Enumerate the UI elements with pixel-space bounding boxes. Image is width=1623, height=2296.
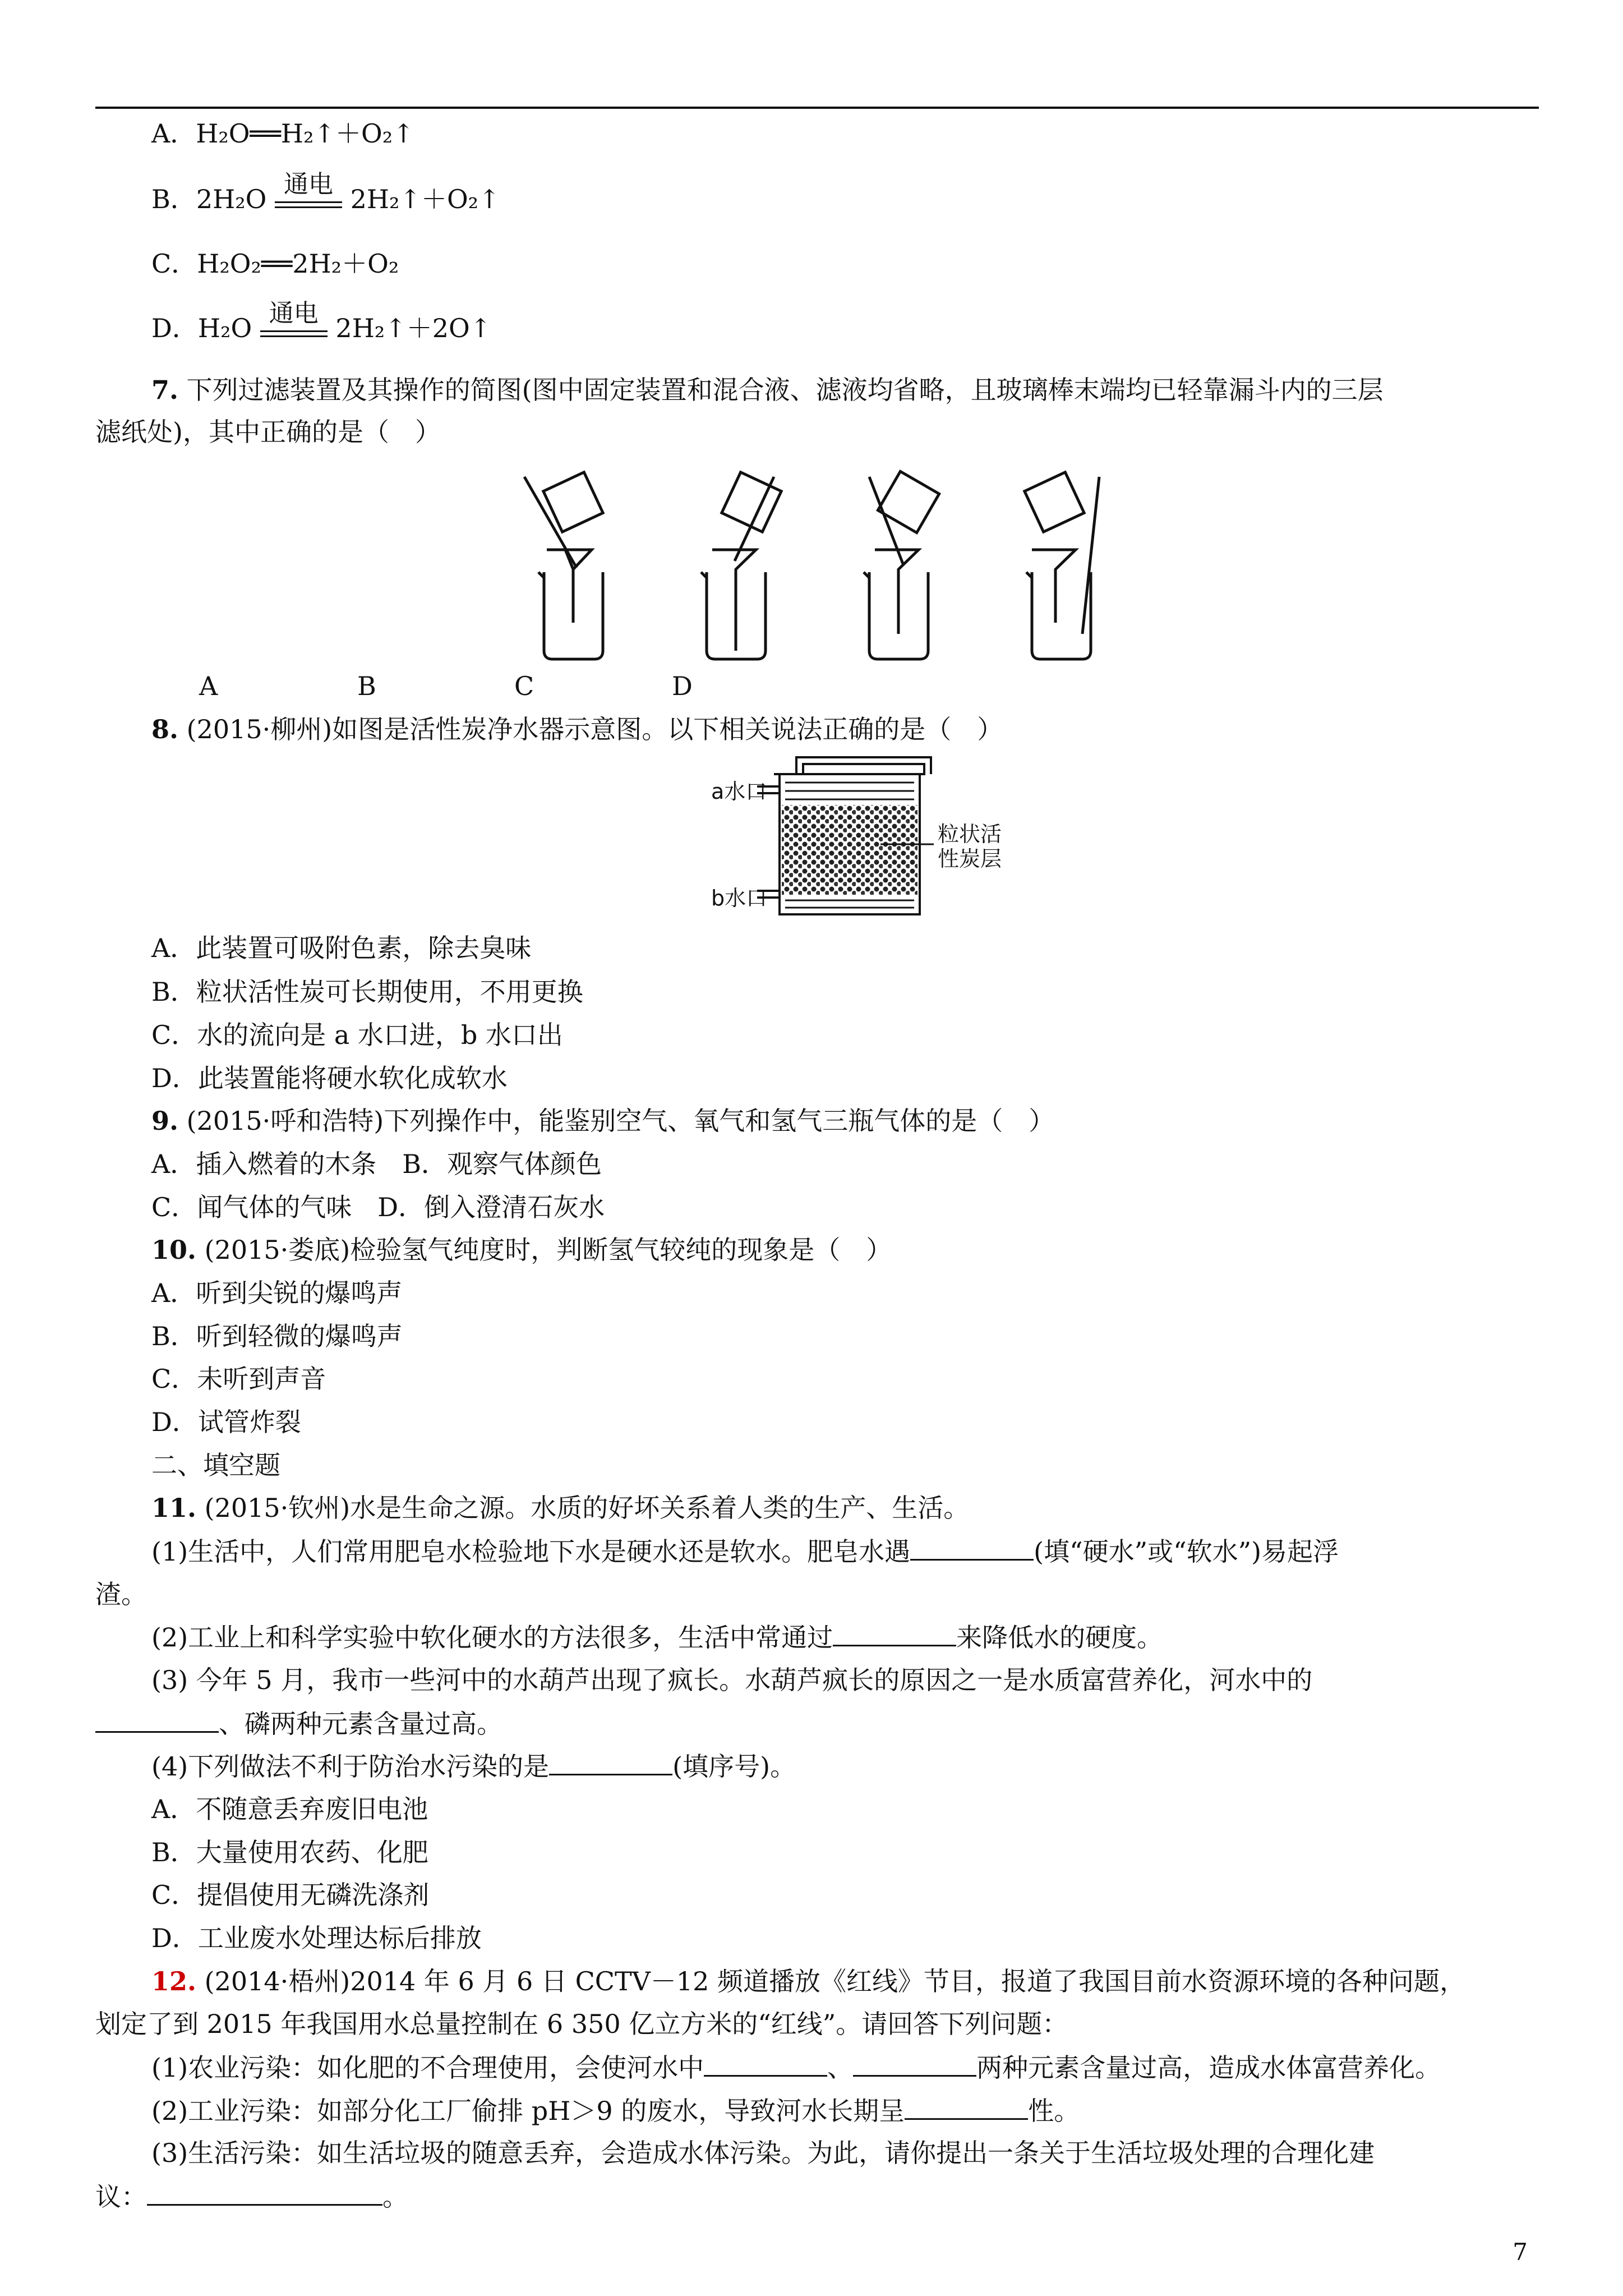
figure-label-b: B	[357, 671, 376, 701]
answer-blank[interactable]	[549, 1749, 672, 1775]
page-number: 7	[1513, 2238, 1528, 2266]
question-7: 7. 下列过滤装置及其操作的简图(图中固定装置和混合液、滤液均省略，且玻璃棒末端均已轻靠漏斗内的三层	[151, 375, 1384, 405]
answer-blank[interactable]	[147, 2179, 382, 2206]
filtration-setup-b	[701, 472, 781, 659]
option-6c: C．H₂O₂══2H₂＋O₂	[151, 249, 399, 279]
question-12-part2: (2)工业污染：如部分化工厂偷排 pH＞9 的废水，导致河水长期呈 性。	[151, 2093, 1080, 2128]
question-11: 11. (2015·钦州)水是生命之源。水质的好坏关系着人类的生产、生活。	[151, 1493, 970, 1523]
option-6a: A．H₂O══H₂↑＋O₂↑	[151, 118, 414, 149]
filtration-figures	[522, 466, 1195, 668]
question-12-part3-cont: 议： 。	[95, 2179, 408, 2214]
carbon-layer-label: 粒状活 性炭层	[938, 822, 1002, 871]
answer-blank[interactable]	[704, 2050, 827, 2077]
answer-blank[interactable]	[853, 2050, 976, 2077]
option-11d: D．工业废水处理达标后排放	[151, 1923, 482, 1953]
option-11b: B．大量使用农药、化肥	[151, 1837, 428, 1867]
question-11-part3-cont: 、磷两种元素含量过高。	[95, 1706, 502, 1741]
option-10d: D．试管炸裂	[151, 1407, 301, 1437]
question-8: 8. (2015·柳州)如图是活性炭净水器示意图。以下相关说法正确的是（ ）	[151, 714, 1003, 744]
section-heading: 二、填空题	[151, 1450, 280, 1480]
option-6d: D．H₂O 通电 2H₂↑＋2O↑	[151, 299, 492, 343]
water-inlet-b: b水口	[711, 886, 768, 910]
option-10c: C．未听到声音	[151, 1364, 326, 1394]
option-10b: B．听到轻微的爆鸣声	[151, 1321, 403, 1351]
question-12: 12. (2014·梧州)2014 年 6 月 6 日 CCTV－12 频道播放《红线》节目，报道了我国目前水资源环境的各种问题，	[151, 1966, 1466, 1996]
option-6b: B．2H₂O 通电 2H₂↑＋O₂↑	[151, 170, 500, 214]
option-8b: B．粒状活性炭可长期使用，不用更换	[151, 977, 583, 1007]
question-9: 9. (2015·呼和浩特)下列操作中，能鉴别空气、氧气和氢气三瓶气体的是（ ）	[151, 1106, 1055, 1136]
answer-blank[interactable]	[95, 1706, 219, 1733]
option-8c: C．水的流向是 a 水口进，b 水口出	[151, 1020, 563, 1050]
question-12-part1: (1)农业污染：如化肥的不合理使用，会使河水中 、 两种元素含量过高，造成水体富营养化。	[151, 2050, 1441, 2085]
option-8d: D．此装置能将硬水软化成软水	[151, 1063, 508, 1093]
filtration-setup-c	[864, 471, 939, 659]
question-11-part1-cont: 渣。	[95, 1579, 147, 1609]
option-10a: A．听到尖锐的爆鸣声	[151, 1278, 403, 1308]
answer-blank[interactable]	[910, 1534, 1034, 1561]
question-10: 10. (2015·娄底)检验氢气纯度时，判断氢气较纯的现象是（ ）	[151, 1235, 892, 1265]
answer-blank[interactable]	[905, 2093, 1028, 2120]
question-12-cont: 划定了到 2015 年我国用水总量控制在 6 350 亿立方米的“红线”。请回答下列问题：	[95, 2009, 1068, 2039]
water-inlet-a: a水口	[711, 779, 767, 804]
figure-label-d: D	[672, 671, 693, 701]
filtration-setup-d	[1025, 472, 1099, 659]
figure-label-c: C	[514, 671, 534, 701]
answer-blank[interactable]	[833, 1620, 956, 1646]
option-11c: C．提倡使用无磷洗涤剂	[151, 1880, 430, 1910]
options-9-row2: C．闻气体的气味 D．倒入澄清石灰水	[151, 1192, 605, 1222]
figure-label-a: A	[199, 671, 218, 701]
question-11-part2: (2)工业上和科学实验中软化硬水的方法很多，生活中常通过 来降低水的硬度。	[151, 1620, 1163, 1654]
filtration-setup-a	[524, 472, 603, 659]
question-7-cont: 滤纸处)，其中正确的是（ ）	[95, 417, 441, 447]
question-11-part4: (4)下列做法不利于防治水污染的是 (填序号)。	[151, 1749, 796, 1783]
question-11-part1: (1)生活中，人们常用肥皂水检验地下水是硬水还是软水。肥皂水遇 (填“硬水”或“软水”)易起浮	[151, 1534, 1339, 1568]
options-9-row1: A．插入燃着的木条 B．观察气体颜色	[151, 1149, 602, 1179]
header-rule	[95, 107, 1539, 109]
option-8a: A．此装置可吸附色素，除去臭味	[151, 933, 532, 963]
reaction-condition: 通电	[260, 326, 328, 337]
question-11-part3: (3) 今年 5 月，我市一些河中的水葫芦出现了疯长。水葫芦疯长的原因之一是水质富营养化，河水中的	[151, 1665, 1313, 1695]
question-12-part3: (3)生活污染：如生活垃圾的随意丢弃，会造成水体污染。为此，请你提出一条关于生活垃圾处理的合理化建	[151, 2138, 1375, 2168]
reaction-condition: 通电	[275, 197, 342, 208]
option-11a: A．不随意丢弃废旧电池	[151, 1794, 428, 1824]
